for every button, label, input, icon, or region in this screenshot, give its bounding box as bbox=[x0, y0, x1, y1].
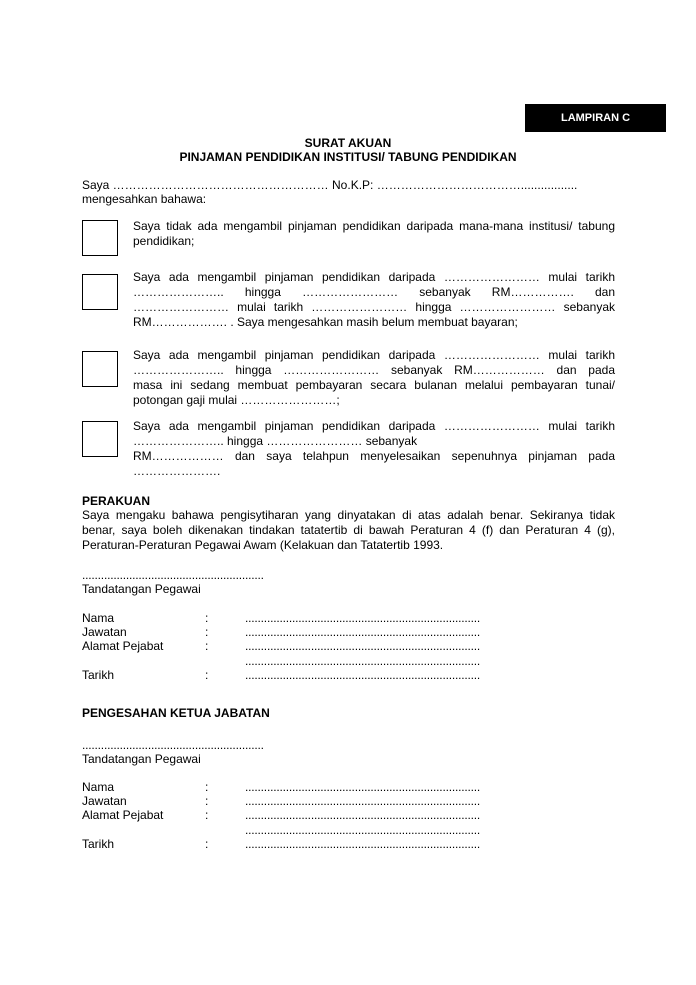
field-label: Jawatan bbox=[82, 625, 127, 639]
option-4-line: Saya ada mengambil pinjaman pendidikan daripada …………………… mulai tarikh bbox=[133, 419, 615, 433]
document-subtitle: PINJAMAN PENDIDIKAN INSTITUSI/ TABUNG PENDIDIKAN bbox=[179, 150, 517, 164]
perakuan-text bbox=[82, 508, 615, 553]
field-label: Nama bbox=[82, 611, 115, 625]
field-colon: : bbox=[205, 780, 209, 794]
signature-label: Tandatangan Pegawai bbox=[82, 752, 201, 766]
option-1-text bbox=[133, 219, 615, 249]
option-3-checkbox[interactable] bbox=[82, 351, 118, 387]
field-alamat-pejabat-cont[interactable] bbox=[82, 823, 522, 838]
field-jawatan[interactable] bbox=[82, 794, 522, 809]
field-colon: : bbox=[205, 808, 209, 822]
field-colon: : bbox=[205, 668, 209, 682]
field-nama[interactable] bbox=[82, 611, 522, 626]
option-4-line: RM……………… dan saya telahpun menyelesaikan sepenuhnya pinjaman pada bbox=[133, 449, 615, 463]
option-2-checkbox[interactable] bbox=[82, 274, 118, 310]
perakuan-line: benar, saya boleh dikenakan tindakan tatatertib di bawah Peraturan 4 (f) dan Peraturan 4 (g), bbox=[82, 523, 615, 537]
perakuan-line: Peraturan-Peraturan Pegawai Awam (Kelakuan dan Tatatertib 1993. bbox=[82, 538, 444, 552]
option-1-line: Saya tidak ada mengambil pinjaman pendidikan daripada mana-mana institusi/ tabung bbox=[133, 219, 615, 233]
field-colon: : bbox=[205, 625, 209, 639]
signature-label: Tandatangan Pegawai bbox=[82, 582, 201, 596]
field-value[interactable]: ........................................................................... bbox=[245, 654, 481, 668]
field-nama[interactable] bbox=[82, 780, 522, 795]
option-4-line: ………………….. hingga …………………… sebanyak bbox=[133, 434, 418, 448]
field-value[interactable]: ........................................................................... bbox=[245, 639, 481, 653]
field-value[interactable]: ........................................................................... bbox=[245, 611, 481, 625]
perakuan-heading: PERAKUAN bbox=[82, 494, 151, 508]
field-colon: : bbox=[205, 794, 209, 808]
field-value[interactable]: ........................................................................... bbox=[245, 625, 481, 639]
field-value[interactable]: ........................................................................... bbox=[245, 780, 481, 794]
signature-line[interactable]: .......................................................... bbox=[82, 568, 264, 582]
option-1-checkbox[interactable] bbox=[82, 220, 118, 256]
field-alamat-pejabat[interactable] bbox=[82, 639, 522, 654]
field-value[interactable]: ........................................................................... bbox=[245, 808, 481, 822]
field-label: Tarikh bbox=[82, 837, 115, 851]
field-alamat-pejabat[interactable] bbox=[82, 808, 522, 823]
field-colon: : bbox=[205, 639, 209, 653]
intro-line-confirm: mengesahkan bahawa: bbox=[82, 192, 207, 206]
option-2-text bbox=[133, 270, 615, 330]
field-value[interactable]: ........................................................................... bbox=[245, 823, 481, 837]
option-2-line: ………………….. hingga …………………… sebanyak RM……………. dan bbox=[133, 285, 615, 299]
field-value[interactable]: ........................................................................... bbox=[245, 837, 481, 851]
option-1-line: pendidikan; bbox=[133, 234, 195, 248]
option-2-line: Saya ada mengambil pinjaman pendidikan daripada …………………… mulai tarikh bbox=[133, 270, 615, 284]
field-tarikh[interactable] bbox=[82, 668, 522, 683]
field-label: Tarikh bbox=[82, 668, 115, 682]
option-4-text bbox=[133, 419, 615, 479]
field-label: Alamat Pejabat bbox=[82, 639, 164, 653]
option-3-line: masa ini sedang membuat pembayaran secara bulanan melalui pembayaran tunai/ bbox=[133, 378, 615, 392]
document-title: SURAT AKUAN bbox=[304, 136, 392, 150]
option-3-line: potongan gaji mulai ……………………; bbox=[133, 393, 340, 407]
field-colon: : bbox=[205, 611, 209, 625]
intro-line-name: Saya ……………………………………………… No.K.P: ………………………………................. bbox=[82, 178, 578, 192]
field-value[interactable]: ........................................................................... bbox=[245, 668, 481, 682]
field-colon: : bbox=[205, 837, 209, 851]
option-3-line: Saya ada mengambil pinjaman pendidikan daripada …………………… mulai tarikh bbox=[133, 348, 615, 362]
lampiran-label bbox=[525, 104, 666, 132]
field-label: Alamat Pejabat bbox=[82, 808, 164, 822]
field-label: Nama bbox=[82, 780, 115, 794]
field-label: Jawatan bbox=[82, 794, 127, 808]
field-tarikh[interactable] bbox=[82, 837, 522, 852]
field-jawatan[interactable] bbox=[82, 625, 522, 640]
option-3-line: ………………….. hingga …………………… sebanyak RM……………… dan pada bbox=[133, 363, 615, 377]
option-2-line: RM………………. . Saya mengesahkan masih belum membuat bayaran; bbox=[133, 315, 518, 329]
option-3-text bbox=[133, 348, 615, 408]
option-2-line: …………………… mulai tarikh …………………… hingga …………………… sebanyak bbox=[133, 300, 615, 314]
field-value[interactable]: ........................................................................... bbox=[245, 794, 481, 808]
perakuan-line: Saya mengaku bahawa pengisytiharan yang dinyatakan di atas adalah benar. Sekiranya tidak bbox=[82, 508, 615, 522]
field-alamat-pejabat-cont[interactable] bbox=[82, 654, 522, 669]
option-4-line: …………………. bbox=[133, 464, 221, 478]
option-4-checkbox[interactable] bbox=[82, 421, 118, 457]
lampiran-label-text: LAMPIRAN C bbox=[560, 112, 631, 124]
pengesahan-heading: PENGESAHAN KETUA JABATAN bbox=[82, 706, 270, 720]
signature-line[interactable]: .......................................................... bbox=[82, 738, 264, 752]
